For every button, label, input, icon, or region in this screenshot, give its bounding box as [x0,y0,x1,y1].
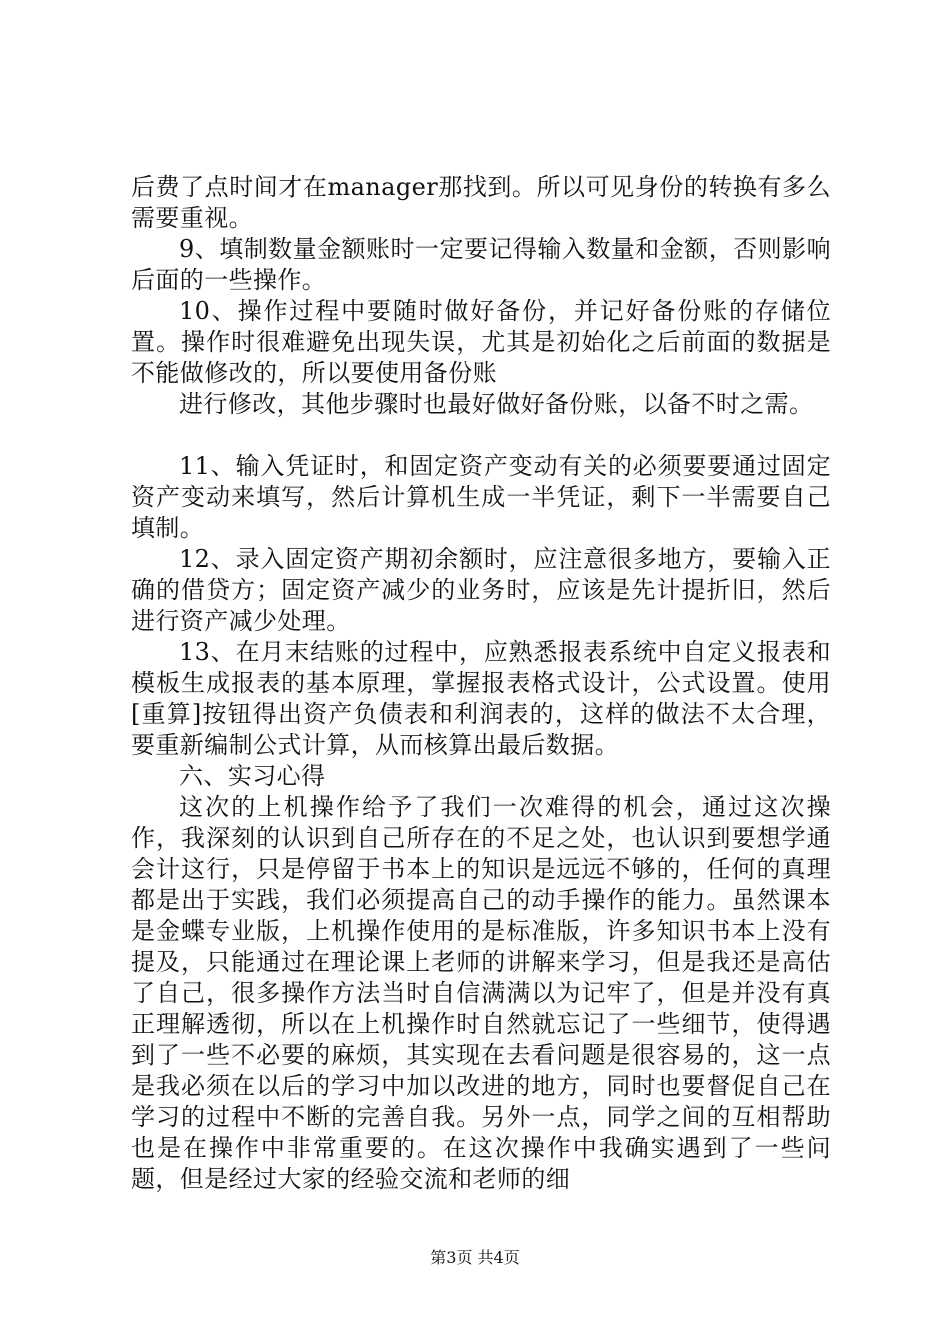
section-heading: 六、实习心得 [179,762,326,790]
document-body [131,172,831,1195]
paragraph-item-10-continued: 进行修改，其他步骤时也最好做好备份账，以备不时之需。 [179,390,814,418]
paragraph-item-12: 12、录入固定资产期初余额时，应注意很多地方，要输入正确的借贷方；固定资产减少的业务时，应该是先计提折旧，然后进行资产减少处理。 [131,545,831,635]
paragraph-item-10: 10、操作过程中要随时做好备份，并记好备份账的存储位置。操作时很难避免出现失误，尤其是初始化之后前面的数据是不能做修改的，所以要使用备份账 [131,297,831,387]
paragraph-item-9: 9、填制数量金额账时一定要记得输入数量和金额，否则影响后面的一些操作。 [131,235,831,294]
paragraph-reflection: 这次的上机操作给予了我们一次难得的机会，通过这次操作，我深刻的认识到自己所存在的不足之处，也认识到要想学通会计这行，只是停留于书本上的知识是远远不够的，任何的真理都是出于实践，我们必须提高自己的动手操作的能力。虽然课本是金蝶专业版，上机操作使用的是标准版，许多知识书本上没有提及，只能通过在理论课上老师的讲解来学习，但是我还是高估了自己，很多操作方法当时自信满满以为记牢了，但是并没有真正理解透彻，所以在上机操作时自然就忘记了一些细节，使得遇到了一些不必要的麻烦，其实现在去看问题是很容易的，这一点是我必须在以后的学习中加以改进的地方，同时也要督促自己在学习的过程中不断的完善自我。另外一点，同学之间的互相帮助也是在操作中非常重要的。在这次操作中我确实遇到了一些问题，但是经过大家的经验交流和老师的细 [131,793,831,1193]
page-footer: 第3页 共4页 [430,1248,520,1267]
paragraph-item-11: 11、输入凭证时，和固定资产变动有关的必须要要通过固定资产变动来填写，然后计算机生成一半凭证，剩下一半需要自己填制。 [131,452,831,542]
paragraph-item-13: 13、在月末结账的过程中，应熟悉报表系统中自定义报表和模板生成报表的基本原理，掌握报表格式设计，公式设置。使用[重算]按钮得出资产负债表和利润表的，这样的做法不太合理，要重新编制公式计算，从而核算出最后数据。 [131,638,831,759]
paragraph-continuation: 后费了点时间才在manager那找到。所以可见身份的转换有多么需要重视。 [131,173,831,232]
